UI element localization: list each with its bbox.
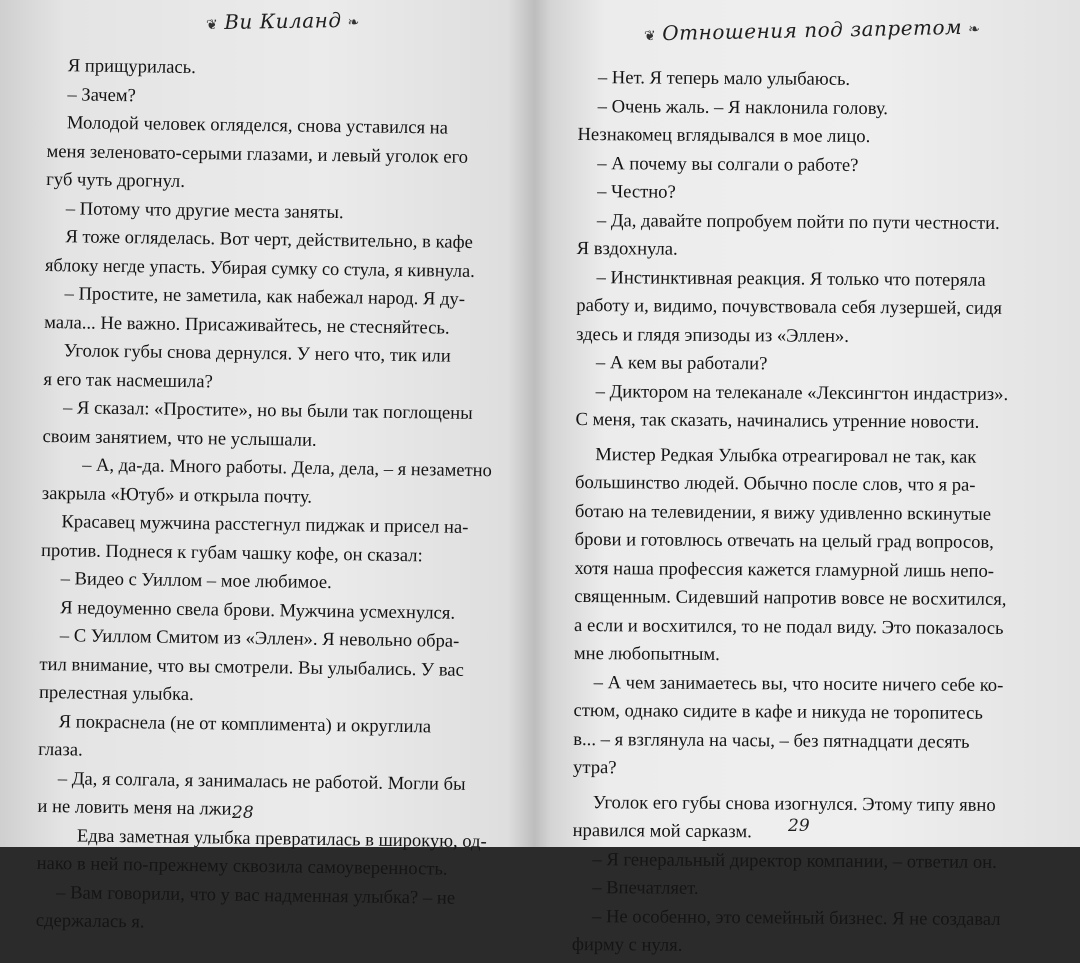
text-line: большинство людей. Обычно после слов, что я ра- (575, 471, 976, 496)
text-line: – Не особенно, это семейный бизнес. Я не создавал (591, 905, 1001, 930)
text-line: – С Уиллом Смитом из «Эллен». Я невольно обра- (59, 625, 460, 652)
text-line: – Потому что другие места заняты. (65, 197, 344, 223)
text-line: Мистер Редкая Улыбка отреагировал не так, как (595, 443, 977, 468)
text-line: сдержалась я. (35, 909, 145, 933)
text-line: нравился мой сарказм. (572, 819, 752, 843)
text-line: священным. Сидевший напротив вовсе не восхитился, (574, 585, 1007, 611)
right-running-head (638, 14, 987, 45)
text-line: мала... Не важно. Присаживайтесь, не стесняйтесь. (44, 311, 450, 339)
text-line: в... – я взглянула на часы, – без пятнадцати десять (573, 728, 970, 753)
text-line: здесь и глядя эпизоды из «Эллен». (576, 323, 849, 347)
ornament-icon: ❧ (347, 14, 360, 31)
text-line: – Да, давайте попробуем пойти по пути честности. (596, 209, 1000, 234)
text-line: утра? (573, 756, 617, 779)
text-line: – А почему вы солгали о работе? (597, 152, 859, 176)
text-line: брови и готовлюсь отвечать на целый град вопросов, (574, 528, 994, 553)
text-line: своим занятием, что не услышали. (42, 425, 317, 451)
text-line: против. Поднеся к губам чашку кофе, он сказал: (40, 539, 423, 566)
text-line: а если и восхитился, то не подал виду. Это показалось (574, 614, 1004, 639)
text-line: хотя наша профессия кажется гламурной лишь непо- (574, 557, 995, 582)
text-line: – Да, я солгала, я занималась не работой. Могли бы (57, 767, 466, 795)
text-line: Я недоуменно свела брови. Мужчина усмехнулся. (60, 596, 456, 624)
text-line: закрыла «Ютуб» и открыла почту. (41, 482, 313, 508)
left-page-number: 28 (232, 803, 254, 823)
text-line: нако в ней по-прежнему сквозила самоуверенность. (36, 852, 448, 880)
text-line: Незнакомец вглядывался в мое лицо. (577, 123, 871, 148)
text-line: я его так насмешила? (43, 368, 213, 392)
text-line: Я прищурилась. (67, 55, 196, 79)
text-line: – Инстинктивная реакция. Я только что потеряла (596, 266, 986, 291)
author-name: Ви Киланд (224, 7, 342, 35)
text-line: – Диктором на телеканале «Лексингтон индастриз». (595, 380, 1009, 405)
text-line: – Честно? (597, 181, 676, 203)
text-line: фирму с нуля. (571, 933, 683, 956)
text-line: Уголок губы снова дернулся. У него что, тик или (63, 340, 451, 367)
text-line: прелестная улыбка. (38, 681, 194, 706)
text-line: мне любопытным. (573, 642, 720, 666)
text-line: – Я генеральный директор компании, – ответил он. (592, 848, 997, 873)
text-line: Молодой человек огляделся, снова уставился на (66, 112, 449, 139)
text-line: Я покраснела (не от комплимента) и округлила (58, 710, 432, 737)
ornament-icon: ❦ (643, 28, 657, 45)
text-line: – Очень жаль. – Я наклонила голову. (597, 95, 889, 119)
ornament-icon: ❧ (968, 21, 981, 38)
left-page-body (35, 52, 493, 941)
text-line: – А кем вы работали? (595, 352, 768, 375)
text-line: – А, да-да. Много работы. Дела, дела, – я незаметно (82, 454, 493, 482)
text-line: глаза. (38, 738, 83, 761)
text-line: меня зеленовато-серыми глазами, и левый уголок его (46, 140, 469, 168)
text-line: Я тоже огляделась. Вот черт, действительно, в кафе (65, 226, 473, 253)
left-page (0, 0, 530, 933)
book-title: Отношения под запретом (662, 14, 963, 46)
text-line: Я вздохнула. (576, 237, 678, 260)
text-line: – Вам говорили, что у вас надменная улыбка? – не (56, 881, 456, 909)
text-line: – Впечатляет. (592, 877, 699, 899)
text-line: – Я сказал: «Простите», но вы были так поглощены (62, 397, 473, 424)
right-page (530, 0, 1080, 956)
text-line: и не ловить меня на лжи. (37, 795, 237, 820)
text-line: Уголок его губы снова изогнулся. Этому типу явно (592, 791, 996, 816)
text-line: – Нет. Я теперь мало улыбаюсь. (597, 67, 851, 90)
text-line: – Видео с Уиллом – мое любимое. (60, 568, 332, 594)
text-line: стюм, однако сидите в кафе и никуда не торопитесь (573, 699, 983, 724)
text-line: губ чуть дрогнул. (46, 168, 186, 192)
text-line: Красавец мужчина расстегнул пиджак и присел на- (61, 511, 469, 538)
right-page-body (572, 64, 1056, 963)
text-line: яблоку негде упасть. Убирая сумку со стула, я кивнула. (44, 254, 475, 282)
text-line: Едва заметная улыбка превратилась в широкую, од- (76, 824, 487, 852)
text-line: ботаю на телевидении, я вижу удивленно вскинутые (574, 500, 992, 525)
text-line: тил внимание, что вы смотрели. Вы улыбались. У вас (39, 653, 464, 681)
right-page-number: 29 (788, 816, 810, 836)
text-line: – Зачем? (67, 83, 136, 106)
left-running-head (200, 8, 366, 35)
text-line: работу и, видимо, почувствовала себя лузершей, сидя (576, 294, 1003, 319)
text-line: – Простите, не заметила, как набежал народ. Я ду- (64, 283, 466, 310)
text-line: С меня, так сказать, начинались утренние новости. (575, 408, 980, 433)
text-line: – А чем занимаетесь вы, что носите ничего себе ко- (593, 671, 1004, 696)
ornament-icon: ❦ (205, 17, 219, 34)
